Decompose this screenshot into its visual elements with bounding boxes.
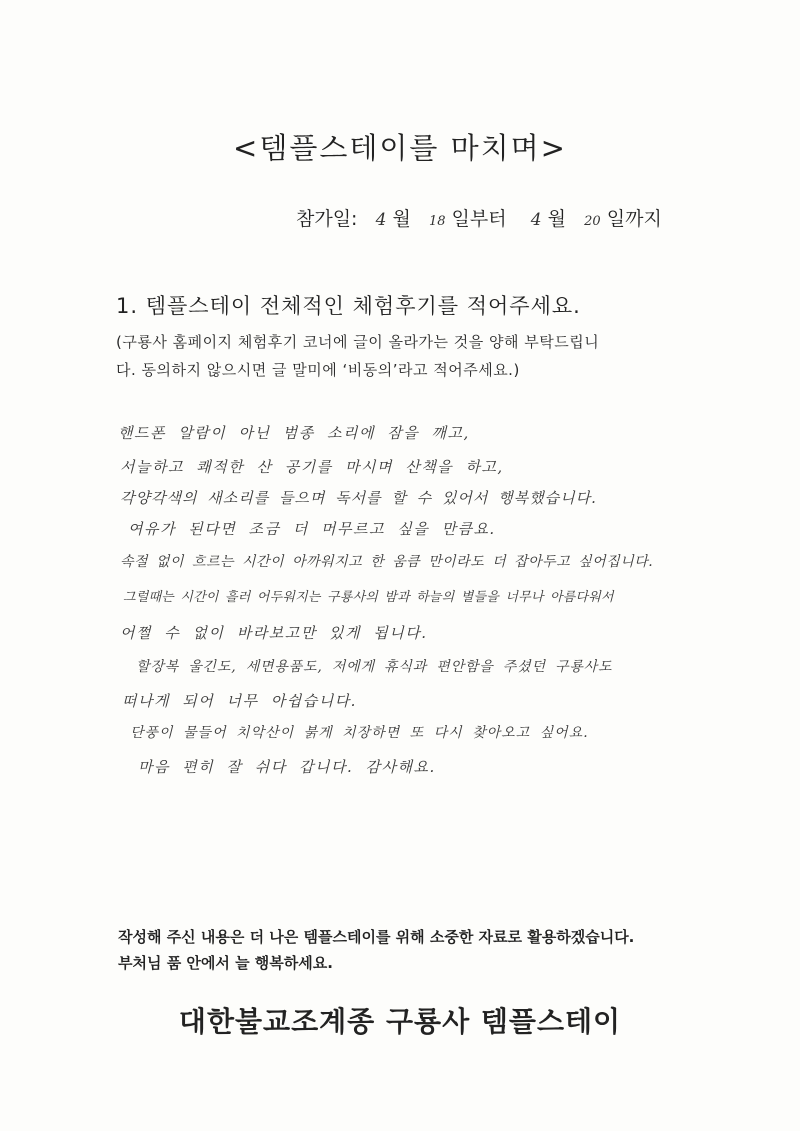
closing-message [118,924,634,976]
answer-line-10: 단풍이 물들어 치악산이 붉게 치장하면 또 다시 찾아오고 싶어요. [130,725,589,741]
participation-period [296,204,662,231]
month-unit-start: 월 [392,208,411,230]
closing-message-line-1: 작성해 주신 내용은 더 나은 템플스테이를 위해 소중한 자료로 활용하겠습니다. [118,928,635,946]
answer-line-7: 어쩔 수 없이 바라보고만 있게 됩니다. [120,624,428,642]
period-label: 참가일: [296,208,358,230]
month-unit-end: 월 [547,208,567,230]
until-text: 일까지 [606,208,662,230]
closing-message-line-2: 부처님 품 안에서 늘 행복하세요. [118,954,333,972]
answer-line-2: 서늘하고 쾌적한 산 공기를 마시며 산책을 하고, [120,458,504,476]
answer-line-5: 속절 없이 흐르는 시간이 아까워지고 한 움큼 만이라도 더 잡아두고 싶어집니다. [120,554,654,570]
answer-line-9: 떠나게 되어 너무 아쉽습니다. [122,692,357,710]
question-heading: 1. 템플스테이 전체적인 체험후기를 적어주세요. [116,294,581,318]
end-day: 20 [584,214,601,229]
end-month: 4 [530,210,542,230]
answer-line-11: 마음 편히 잘 쉬다 갑니다. 감사해요. [138,758,436,776]
from-text: 일부터 [451,208,507,230]
consent-note [116,328,706,384]
start-month: 4 [375,210,387,230]
consent-note-line-2: 다. 동의하지 않으시면 글 말미에 ‘비동의’라고 적어주세요.) [116,361,520,379]
answer-line-3: 각양각색의 새소리를 들으며 독서를 할 수 있어서 행복했습니다. [120,489,597,507]
answer-line-4: 여유가 된다면 조금 더 머무르고 싶을 만큼요. [128,520,496,538]
page-title: <템플스테이를 마치며> [233,131,567,165]
answer-line-8: 할장복 울긴도, 세면용품도, 저에게 휴식과 편안함을 주셨던 구룡사도 [136,659,613,675]
answer-line-6: 그럴때는 시간이 흘러 어두워지는 구룡사의 밤과 하늘의 별들을 너무나 아름다워서 [123,590,614,605]
start-day: 18 [428,214,446,229]
answer-line-1: 핸드폰 알람이 아닌 범종 소리에 잠을 깨고, [118,424,470,442]
consent-note-line-1: (구룡사 홈페이지 체험후기 코너에 글이 올라가는 것을 양해 부탁드립니 [116,333,600,351]
organization-name: 대한불교조계종 구룡사 템플스테이 [178,1005,622,1038]
